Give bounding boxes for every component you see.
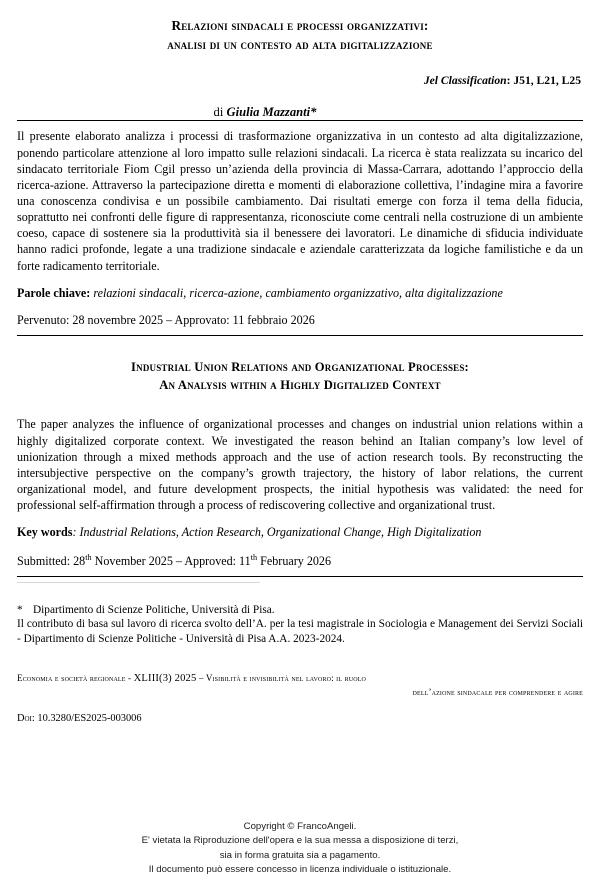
page-title-italian-line2: analisi di un contesto ad alta digitalizzazione <box>167 36 433 52</box>
page-title-english-line1: Industrial Union Relations and Organizational Processes: <box>131 359 469 374</box>
jel-classification-value: : J51, L21, L25 <box>506 74 581 88</box>
journal-footer <box>17 672 583 699</box>
jel-classification <box>17 74 583 87</box>
divider-below-italian-dates <box>17 335 583 336</box>
dates-english-middle: November 2025 – Approved: 11 <box>91 553 251 568</box>
jel-classification-label: Jel Classification <box>423 74 507 88</box>
copyright-line2: E' vietata la Riproduzione dell'opera e la sua messa a disposizione di terzi, <box>141 835 459 847</box>
copyright-line1: Copyright © FrancoAngeli. <box>243 820 357 832</box>
journal-footer-line2: dell’azione sindacale per comprendere e agire <box>412 687 583 698</box>
journal-name: Economia e società regionale - <box>17 672 134 683</box>
footnote-affiliation-text: Dipartimento di Scienze Politiche, Università di Pisa. <box>33 603 275 616</box>
dates-english-submitted-ordinal: th <box>85 552 92 562</box>
keywords-english-label: Key words <box>17 525 73 540</box>
dates-italian: Pervenuto: 28 novembre 2025 – Approvato: 11 febbraio 2026 <box>17 312 315 327</box>
keywords-italian-list: relazioni sindacali, ricerca-azione, cambiamento organizzativo, alta digitalizzazione <box>90 285 503 300</box>
copyright-block <box>0 820 600 878</box>
author-byline <box>17 105 583 120</box>
copyright-line3: sia in forma gratuita sia a pagamento. <box>219 849 381 861</box>
footnote-affiliation <box>17 603 583 618</box>
footnote-block <box>17 603 583 647</box>
divider-above-italian-abstract <box>17 120 583 121</box>
abstract-english: The paper analyzes the influence of organizational processes and changes on industrial union relations within a highly digitalized corporate context. We investigated the reason behind an Italian company’s low level of unionization through a mixed methods approach and the use of action research tools. By reconstructing the intersubjective perspective on the company’s growth trajectory, the history of labor relations, the current organizational model, and future development prospects, the initial hypothesis was validated: the need for professional self-affirmation through a process of rediscovering collective and organizational trust. <box>17 417 583 513</box>
page-title-italian-line1: Relazioni sindacali e processi organizzativi: <box>171 18 429 33</box>
copyright-line4: Il documento può essere concesso in licenza individuale o istituzionale. <box>148 864 452 876</box>
page-title-english <box>27 358 573 395</box>
page-title-english-line2: An Analysis within a Highly Digitalized Context <box>159 378 441 393</box>
journal-volume: XLIII(3) 2025 <box>133 672 197 684</box>
divider-below-english-dates <box>17 576 583 577</box>
dates-english-approved: February 2026 <box>257 553 332 568</box>
page-title-italian <box>31 0 569 54</box>
keywords-english <box>17 524 583 540</box>
footnote-marker: * <box>17 603 23 616</box>
keywords-italian-label: Parole chiave: <box>17 285 91 300</box>
journal-issue-title: – Visibilità e invisibilità nel lavoro: il ruolo <box>196 672 366 683</box>
dates-english <box>17 553 583 569</box>
journal-footer-line1 <box>17 672 583 686</box>
footnote-note: Il contributo di basa sul lavoro di ricerca svolto dell’A. per la tesi magistrale in Sociologia e Management dei Servizi Sociali - Dipartimento di Scienze Politiche - Università di Pisa A.A. 2023-2024. <box>17 618 583 646</box>
author-prefix: di <box>213 105 227 120</box>
footnote-separator <box>17 582 260 583</box>
doi-value: : 10.3280/ES2025-003006 <box>31 712 142 724</box>
keywords-english-list: : Industrial Relations, Action Research, Organizational Change, High Digitalization <box>72 525 482 540</box>
dates-english-approved-ordinal: th <box>250 552 258 562</box>
doi-line <box>17 713 583 724</box>
author-name: Giulia Mazzanti* <box>226 105 317 120</box>
keywords-italian <box>17 285 583 301</box>
abstract-italian: Il presente elaborato analizza i processi di trasformazione organizzativa in un contesto ad alta digitalizzazione, ponendo particolare attenzione al loro impatto sulle relazioni sindacali. La ricerca è stata realizzata su incarico del sindacato territoriale Fiom Cgil presso un’azienda della provincia di Massa-Carrara, adottando l’approccio della ricerca-azione. Attraverso la partecipazione diretta e momenti di elaborazione collettiva, l’indagine mira a favorire una conoscenza condivisa e un possibile cambiamento. Dai risultati emerge con forza il tema della fiducia, soprattutto nei confronti delle figure di rappresentanza, riconosciute come centrali nella costruzione di un ambiente coeso, capace di sostenere sia la produttività sia il benessere dei lavoratori. Le dinamiche di sfiducia individuate hanno radici profonde, legate a una tradizione sindacale e aziendale caratterizzata da logiche familistiche e da un forte radicamento territoriale. <box>17 129 583 273</box>
dates-english-submitted: Submitted: 28 <box>17 553 86 568</box>
doi-label: Doi <box>17 712 32 724</box>
